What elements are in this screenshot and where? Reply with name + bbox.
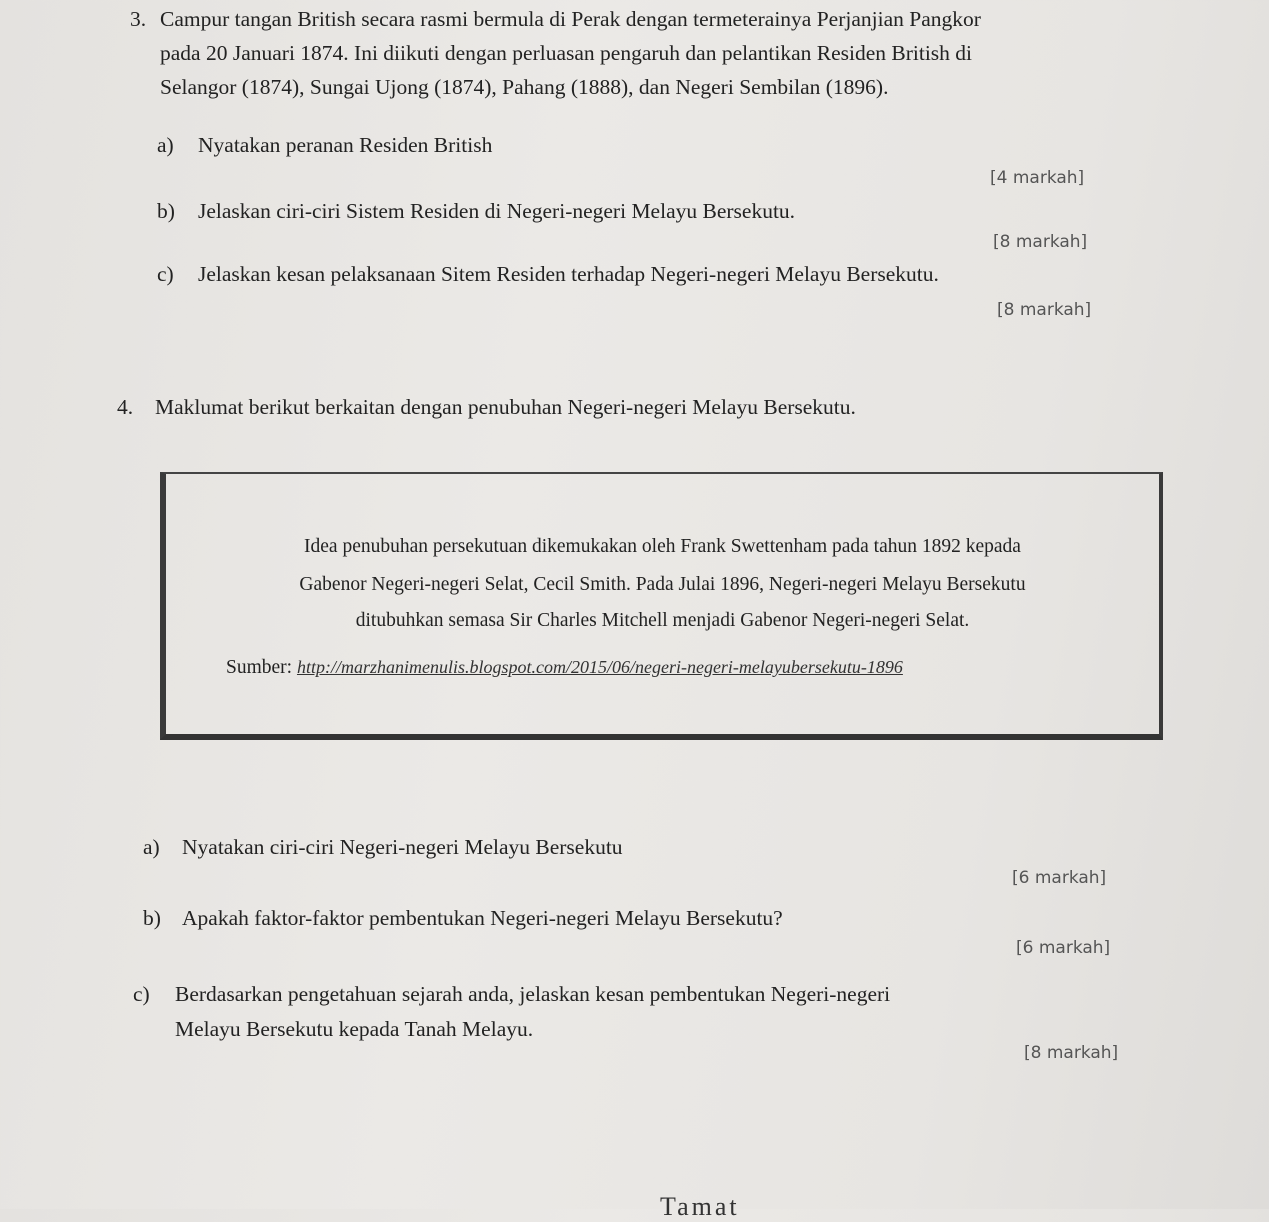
question-number: 3. <box>130 7 147 31</box>
footer-partial-text: Tamat <box>660 1192 740 1221</box>
source-text-line-1: Idea penubuhan persekutuan dikemukakan oleh Frank Swettenham pada tahun 1892 kepada <box>304 536 1021 557</box>
source-box <box>160 472 1163 740</box>
question-intro: Maklumat berikut berkaitan dengan penubuhan Negeri-negeri Melayu Bersekutu. <box>155 395 856 419</box>
marks-label: [8 markah] <box>997 300 1092 320</box>
marks-label: [8 markah] <box>1024 1043 1119 1063</box>
source-url[interactable]: http://marzhanimenulis.blogspot.com/2015/06/negeri-negeri-melayubersekutu-1896 <box>296 657 903 677</box>
source-text-line-3: ditubuhkan semasa Sir Charles Mitchell menjadi Gabenor Negeri-negeri Selat. <box>355 610 970 631</box>
part-b-text: Apakah faktor-faktor pembentukan Negeri-negeri Melayu Bersekutu? <box>182 906 783 930</box>
question-text-line-2: pada 20 Januari 1874. Ini diikuti dengan perluasan pengaruh dan pelantikan Residen British di <box>160 41 973 65</box>
part-label: c) <box>157 262 174 286</box>
part-label: a) <box>143 835 160 859</box>
marks-label: [8 markah] <box>993 232 1088 252</box>
part-label: a) <box>157 133 174 157</box>
marks-label: [6 markah] <box>1012 868 1107 888</box>
part-c-text-line-1: Berdasarkan pengetahuan sejarah anda, jelaskan kesan pembentukan Negeri-negeri <box>175 982 891 1006</box>
source-citation <box>226 657 903 679</box>
question-text-line-3: Selangor (1874), Sungai Ujong (1874), Pahang (1888), dan Negeri Sembilan (1896). <box>160 75 889 99</box>
question-number: 4. <box>117 395 134 419</box>
part-a-text: Nyatakan peranan Residen British <box>198 133 493 157</box>
part-c-text-line-2: Melayu Bersekutu kepada Tanah Melayu. <box>175 1017 534 1041</box>
part-a-text: Nyatakan ciri-ciri Negeri-negeri Melayu Bersekutu <box>182 835 623 859</box>
part-b-text: Jelaskan ciri-ciri Sistem Residen di Negeri-negeri Melayu Bersekutu. <box>198 199 796 223</box>
part-c-text: Jelaskan kesan pelaksanaan Sitem Residen terhadap Negeri-negeri Melayu Bersekutu. <box>198 262 939 286</box>
part-label: c) <box>133 982 150 1006</box>
marks-label: [6 markah] <box>1016 938 1111 958</box>
source-text-line-2: Gabenor Negeri-negeri Selat, Cecil Smith. Pada Julai 1896, Negeri-negeri Melayu Bersekutu <box>299 574 1026 595</box>
question-text-line-1: Campur tangan British secara rasmi bermula di Perak dengan termeterainya Perjanjian Pangkor <box>160 7 981 31</box>
part-label: b) <box>157 199 175 223</box>
marks-label: [4 markah] <box>990 168 1085 188</box>
source-label: Sumber: <box>226 657 293 678</box>
part-label: b) <box>143 906 161 930</box>
